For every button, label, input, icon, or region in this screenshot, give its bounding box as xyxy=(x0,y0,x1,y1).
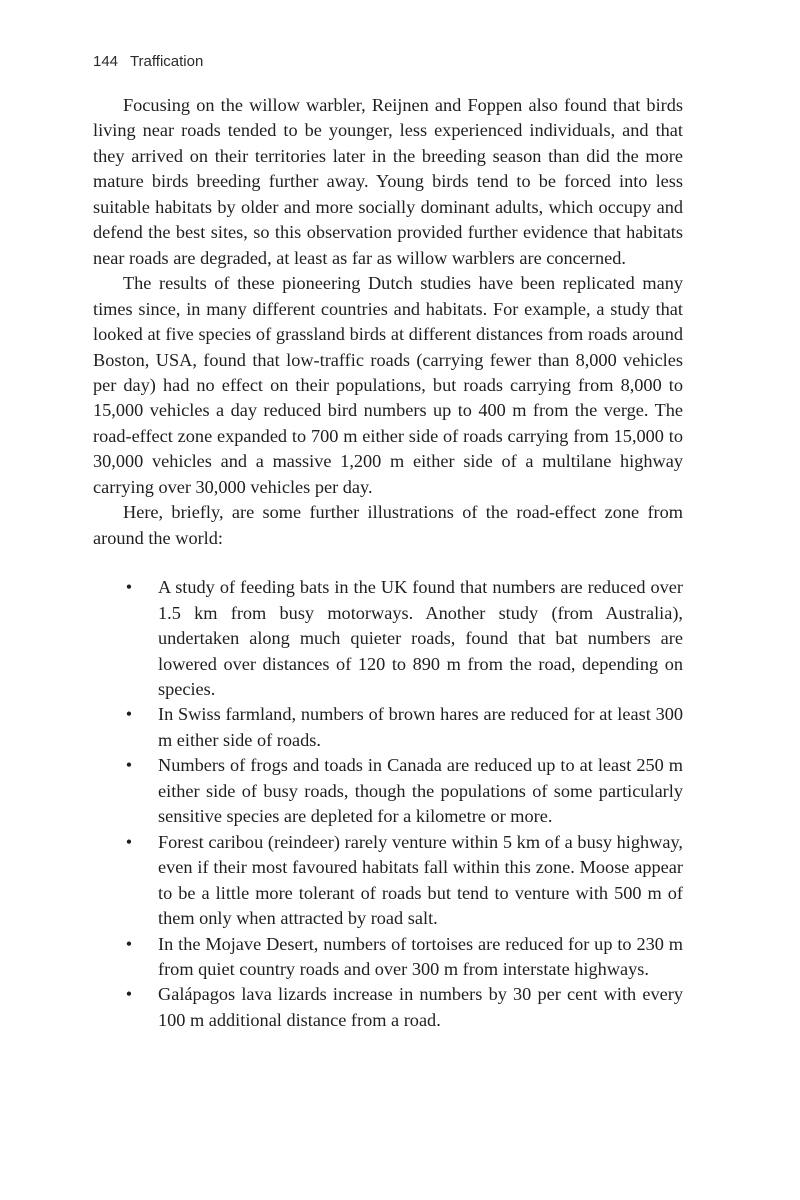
bullet-text: Forest caribou (reindeer) rarely venture within 5 km of a busy highway, even if their most favoured habitats fall within this zone. Moose appear to be a little more tolerant of roads but tend to venture with 500 m of them only when attracted by road salt. xyxy=(158,831,683,929)
bullet-item-bats xyxy=(125,575,683,702)
running-head xyxy=(93,53,203,70)
bullet-item-frogs-toads xyxy=(125,753,683,829)
bullet-text: In the Mojave Desert, numbers of tortoises are reduced for up to 230 m from quiet country roads and over 300 m from interstate highways. xyxy=(158,933,683,979)
bullet-text: A study of feeding bats in the UK found that numbers are reduced over 1.5 km from busy motorways. Another study (from Australia), undertaken along much quieter roads, found that bat numbers are lowered over distances of 120 to 890 m from the road, depending on species. xyxy=(158,577,683,699)
bullet-marker: • xyxy=(125,704,133,725)
bullet-marker: • xyxy=(125,755,133,776)
bullet-text: In Swiss farmland, numbers of brown hares are reduced for at least 300 m either side of roads. xyxy=(158,704,683,750)
bullet-item-lava-lizards xyxy=(125,982,683,1033)
bullet-marker: • xyxy=(125,933,133,954)
bullet-text: Numbers of frogs and toads in Canada are reduced up to at least 250 m either side of busy roads, though the populations of some particularly sensitive species are depleted for a kilometre or more. xyxy=(158,755,683,827)
bullet-text: Galápagos lava lizards increase in numbers by 30 per cent with every 100 m additional distance from a road. xyxy=(158,984,683,1030)
bullet-marker: • xyxy=(125,984,133,1005)
bullet-marker: • xyxy=(125,831,133,852)
bullet-list xyxy=(93,575,683,1033)
bullet-item-caribou-moose xyxy=(125,830,683,932)
bullet-item-tortoises xyxy=(125,932,683,983)
running-title: Traffication xyxy=(129,53,204,70)
bullet-marker: • xyxy=(125,577,133,598)
paragraph-further-illustrations: Here, briefly, are some further illustrations of the road-effect zone from around the world: xyxy=(93,502,683,548)
paragraph-willow-warbler: Focusing on the willow warbler, Reijnen and Foppen also found that birds living near roads tended to be younger, less experienced individuals, and that they arrived on their territories later in the breeding season than did the more mature birds breeding further away. Young birds tend to be forced into less suitable habitats by older and more socially dominant adults, which occupy and defend the best sites, so this observation provided further evidence that habitats near roads are degraded, at least as far as willow warblers are concerned. xyxy=(93,95,683,268)
bullet-item-hares xyxy=(125,702,683,753)
paragraph-replicated-studies: The results of these pioneering Dutch studies have been replicated many times since, in many different countries and habitats. For example, a study that looked at five species of grassland birds at different distances from roads around Boston, USA, found that low-traffic roads (carrying fewer than 8,000 vehicles per day) had no effect on their populations, but roads carrying from 8,000 to 15,000 vehicles a day reduced bird numbers up to 400 m from the verge. The road-effect zone expanded to 700 m either side of roads carrying from 15,000 to 30,000 vehicles and a massive 1,200 m either side of a multilane highway carrying over 30,000 vehicles per day. xyxy=(93,273,683,497)
body-text xyxy=(93,93,683,1033)
page-number: 144 xyxy=(93,53,119,70)
